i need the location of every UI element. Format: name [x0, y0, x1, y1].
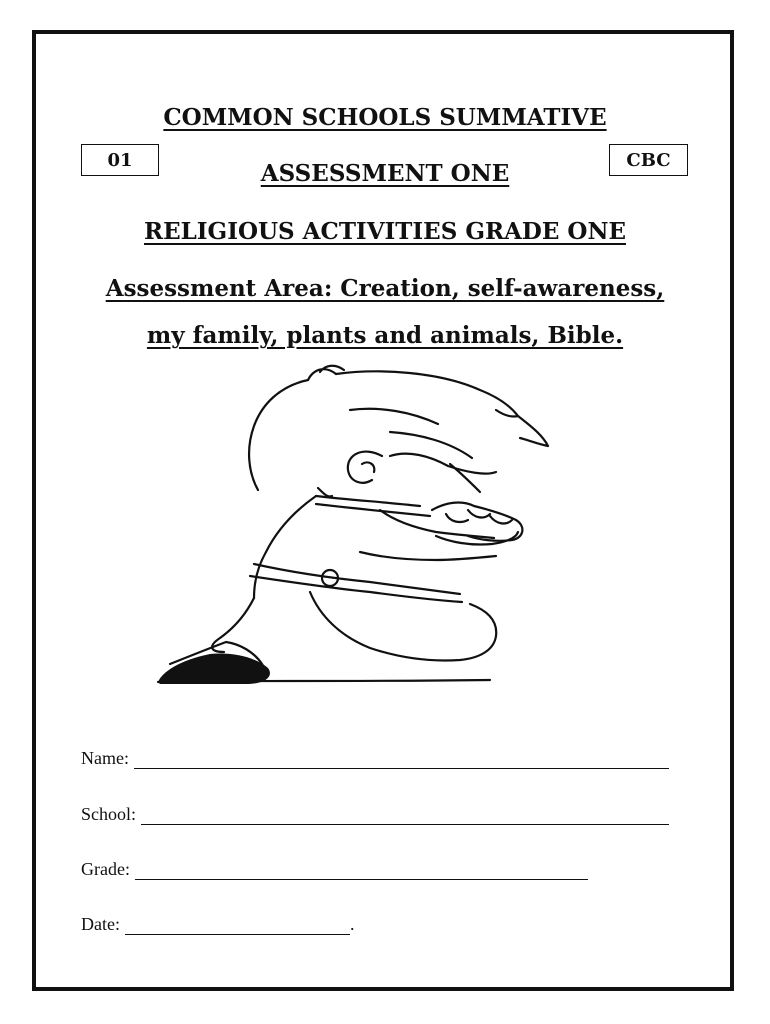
name-label: Name: — [81, 748, 129, 768]
grade-line[interactable] — [135, 861, 588, 880]
title-line-1: COMMON SCHOOLS SUMMATIVE — [163, 104, 607, 131]
praying-child-illustration — [150, 360, 580, 695]
date-label: Date: — [81, 914, 120, 934]
date-line[interactable] — [125, 916, 350, 935]
assessment-area-line-2: my family, plants and animals, Bible. — [146, 322, 624, 349]
cbc-box: CBC — [609, 144, 688, 176]
grade-label: Grade: — [81, 859, 130, 879]
subject-title: RELIGIOUS ACTIVITIES GRADE ONE — [143, 218, 626, 245]
school-field[interactable] — [81, 804, 669, 825]
date-field[interactable] — [81, 914, 354, 935]
school-line[interactable] — [141, 806, 669, 825]
school-label: School: — [81, 804, 137, 824]
title-line-2: ASSESSMENT ONE — [260, 160, 510, 187]
date-suffix: . — [349, 914, 355, 934]
name-field[interactable] — [81, 748, 669, 769]
grade-field[interactable] — [81, 859, 588, 880]
assessment-area-line-1: Assessment Area: Creation, self-awareness, — [105, 275, 665, 302]
name-line[interactable] — [134, 750, 669, 769]
code-box: 01 — [81, 144, 159, 176]
